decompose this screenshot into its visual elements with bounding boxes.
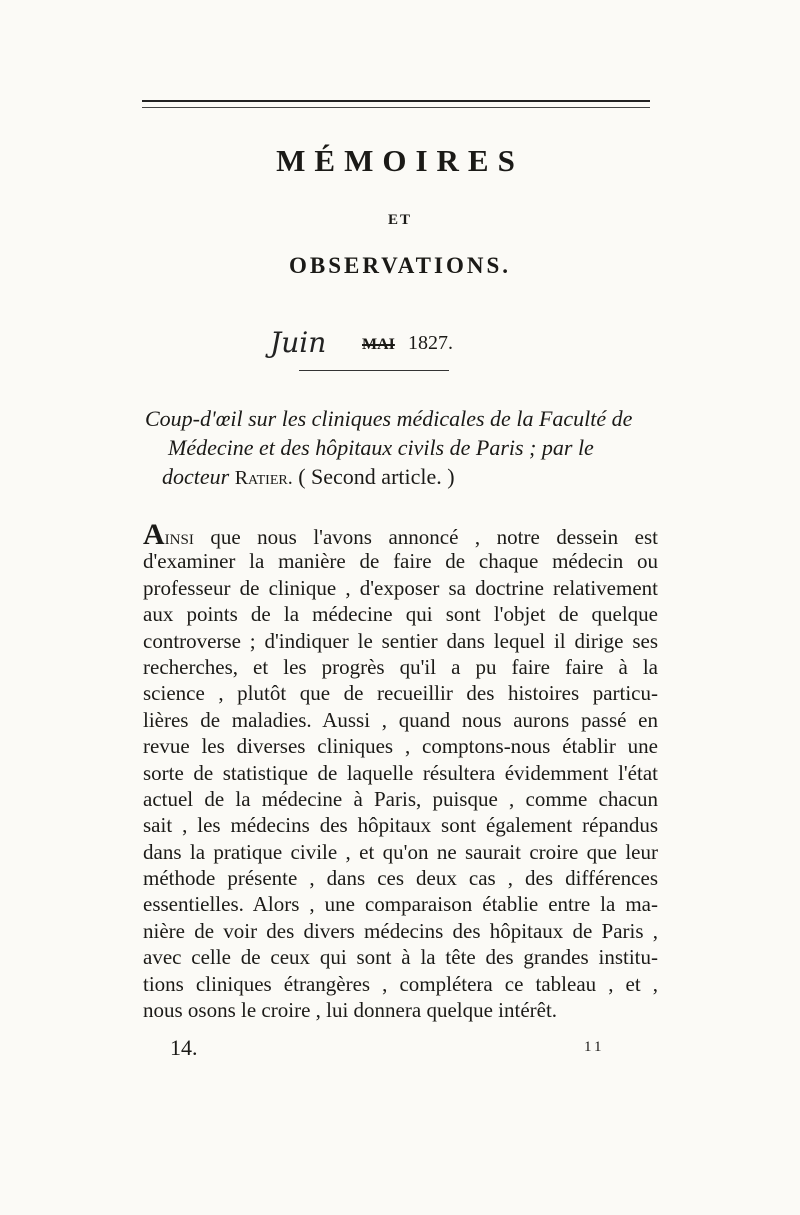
drop-initial: A — [143, 518, 165, 551]
article-body — [143, 518, 658, 1023]
sheet-number: 11 — [584, 1039, 605, 1055]
body-line: revue les diverses cliniques , comptons-nous établir une — [143, 734, 658, 759]
body-line: actuel de la médecine à Paris, puisque , comme chacun — [143, 786, 658, 811]
heading-line — [145, 462, 665, 493]
heading-line: Médecine et des hôpitaux civils de Paris ; par le — [168, 435, 594, 460]
signature-mark: 14. — [170, 1035, 198, 1060]
body-line: nous osons le croire , lui donnera quelque intérêt. — [143, 998, 558, 1023]
section-title: MÉMOIRES — [276, 143, 524, 178]
initial-word-rest: insi — [164, 525, 194, 549]
heading-line: Coup-d'œil sur les cliniques médicales de la Faculté de — [145, 406, 633, 431]
header-rule — [142, 100, 650, 108]
body-line: avec celle de ceux qui sont à la tête des grandes institu- — [143, 945, 658, 970]
handwritten-month: Juin — [270, 326, 327, 359]
article-note: ( Second article. ) — [298, 464, 455, 489]
heading-prefix: docteur — [162, 464, 230, 489]
body-line: nière de voir des divers médecins des hôpitaux de Paris , — [143, 918, 658, 943]
body-line: recherches, et les progrès qu'il a pu faire faire à la — [143, 654, 658, 679]
body-line: professeur de clinique , d'exposer sa doctrine relativement — [143, 575, 658, 600]
body-line: méthode présente , dans ces deux cas , des différences — [143, 866, 658, 891]
body-line: science , plutôt que de recueillir des histoires particu- — [143, 681, 658, 706]
issue-date — [270, 320, 530, 380]
body-line: essentielles. Alors , une comparaison établie entre la ma- — [143, 892, 658, 917]
body-line: tions cliniques étrangères , complétera ce tableau , et , — [143, 971, 658, 996]
body-line: sorte de statistique de laquelle résultera évidemment l'état — [143, 760, 658, 785]
body-line: d'examiner la manière de faire de chaque médecin ou — [143, 549, 658, 574]
date-rule — [299, 370, 449, 371]
body-line: lières de maladies. Aussi , quand nous aurons passé en — [143, 707, 658, 732]
body-line: aux points de la médecine qui sont l'objet de quelque — [143, 602, 658, 627]
body-line: controverse ; d'indiquer le sentier dans lequel il dirige ses — [143, 628, 658, 653]
author-name: Ratier. — [234, 467, 293, 489]
first-line-text: que nous l'avons annoncé , notre dessein est — [193, 525, 658, 549]
section-subtitle: OBSERVATIONS. — [288, 253, 512, 278]
article-heading — [145, 404, 665, 493]
title-conjunction: ET — [387, 212, 412, 228]
body-line — [143, 518, 658, 551]
body-line: sait , les médecins des hôpitaux sont également répandus — [143, 813, 658, 838]
struck-month: MAI — [362, 336, 395, 353]
issue-year: 1827. — [408, 332, 453, 354]
body-line: dans la pratique civile , et qu'on ne saurait croire que leur — [143, 839, 658, 864]
